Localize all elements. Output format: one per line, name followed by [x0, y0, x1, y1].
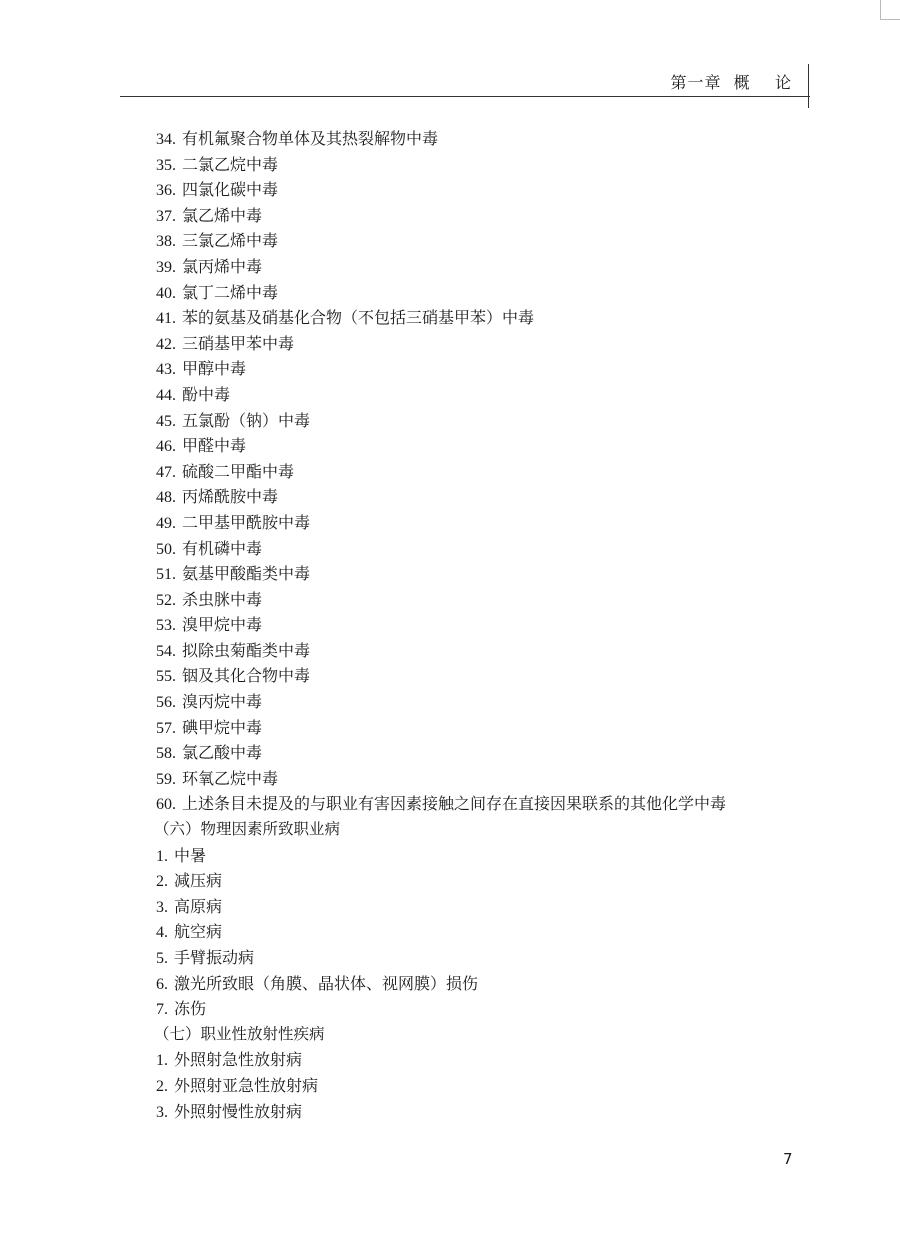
item-number: 40. — [156, 284, 176, 302]
item-text: 二氯乙烷中毒 — [182, 154, 279, 174]
list-item — [156, 945, 816, 971]
item-text: 苯的氨基及硝基化合物（不包括三硝基甲苯）中毒 — [182, 308, 535, 328]
item-text: 高原病 — [174, 896, 223, 916]
list-item — [156, 433, 816, 459]
item-text: 减压病 — [174, 871, 223, 891]
section-heading-physical: （六）物理因素所致职业病 — [154, 820, 341, 839]
list-item — [156, 177, 816, 203]
list-item — [156, 868, 816, 894]
list-item — [156, 894, 816, 920]
list-item — [156, 1047, 816, 1073]
list-item — [156, 996, 816, 1022]
item-number: 41. — [156, 310, 176, 328]
item-text: 氯乙酸中毒 — [182, 743, 263, 763]
list-item — [156, 689, 816, 715]
list-item — [156, 791, 816, 817]
list-item — [156, 663, 816, 689]
list-item — [156, 1099, 816, 1125]
item-number: 46. — [156, 438, 176, 456]
item-text: 氨基甲酸酯类中毒 — [182, 564, 311, 584]
item-text: 铟及其化合物中毒 — [182, 666, 311, 686]
list-item — [156, 254, 816, 280]
item-number: 36. — [156, 182, 176, 200]
page-body — [156, 126, 816, 1124]
item-text: 碘甲烷中毒 — [182, 717, 263, 737]
item-text: 丙烯酰胺中毒 — [182, 487, 279, 507]
item-number: 4. — [156, 924, 168, 942]
item-text: 三硝基甲苯中毒 — [182, 333, 295, 353]
item-text: 杀虫脒中毒 — [182, 589, 263, 609]
item-number: 56. — [156, 694, 176, 712]
item-number: 5. — [156, 950, 168, 967]
page-number: 7 — [783, 1150, 793, 1168]
item-number: 2. — [156, 1077, 168, 1095]
header-vertical-rule — [808, 64, 809, 108]
item-number: 45. — [156, 412, 176, 430]
list-item — [156, 1073, 816, 1099]
list-item — [156, 715, 816, 741]
list-item — [156, 740, 816, 766]
list-item — [156, 408, 816, 434]
item-number: 48. — [156, 489, 176, 507]
running-header-title: 第一章 概 论 — [670, 73, 792, 92]
item-text: 四氯化碳中毒 — [182, 180, 279, 200]
item-number: 6. — [156, 975, 168, 993]
list-item — [156, 126, 816, 152]
item-text: 外照射急性放射病 — [174, 1050, 303, 1070]
item-number: 54. — [156, 642, 176, 660]
item-number: 47. — [156, 463, 176, 481]
item-text: 氯丁二烯中毒 — [182, 282, 279, 302]
item-text: 二甲基甲酰胺中毒 — [182, 512, 311, 532]
list-item — [156, 561, 816, 587]
item-text: 酚中毒 — [182, 384, 231, 404]
item-text: 氯丙烯中毒 — [182, 256, 263, 276]
item-number: 34. — [156, 131, 176, 148]
item-number: 3. — [156, 1103, 168, 1121]
item-text: 五氯酚（钠）中毒 — [182, 410, 311, 430]
item-number: 43. — [156, 361, 176, 379]
item-number: 49. — [156, 514, 176, 532]
item-number: 3. — [156, 898, 168, 916]
disease-list-chemical — [156, 126, 816, 817]
list-item — [156, 484, 816, 510]
header-rule — [120, 96, 810, 97]
list-item — [156, 331, 816, 357]
item-text: 溴丙烷中毒 — [182, 692, 263, 712]
item-number: 52. — [156, 591, 176, 609]
item-number: 60. — [156, 796, 176, 814]
list-item — [156, 382, 816, 408]
item-text: 上述条目未提及的与职业有害因素接触之间存在直接因果联系的其他化学中毒 — [182, 794, 727, 814]
list-item — [156, 843, 816, 869]
item-number: 59. — [156, 770, 176, 788]
item-text: 中暑 — [174, 845, 207, 865]
item-number: 2. — [156, 873, 168, 891]
item-number: 50. — [156, 540, 176, 558]
list-item — [156, 459, 816, 485]
disease-list-physical — [156, 843, 816, 1022]
item-text: 冻伤 — [174, 999, 207, 1019]
item-number: 57. — [156, 719, 176, 737]
list-item — [156, 356, 816, 382]
item-number: 35. — [156, 156, 176, 174]
item-text: 激光所致眼（角膜、晶状体、视网膜）损伤 — [174, 973, 479, 993]
item-number: 51. — [156, 566, 176, 584]
item-text: 拟除虫菊酯类中毒 — [182, 640, 311, 660]
item-number: 55. — [156, 668, 176, 686]
item-number: 58. — [156, 745, 176, 763]
list-item — [156, 203, 816, 229]
list-item — [156, 971, 816, 997]
item-text: 氯乙烯中毒 — [182, 205, 263, 225]
item-number: 44. — [156, 386, 176, 404]
list-item — [156, 638, 816, 664]
list-item — [156, 587, 816, 613]
item-text: 航空病 — [174, 922, 223, 942]
item-number: 7. — [156, 1001, 168, 1019]
list-item — [156, 228, 816, 254]
list-item — [156, 280, 816, 306]
disease-list-radiation — [156, 1047, 816, 1124]
item-number: 1. — [156, 847, 168, 865]
item-text: 环氧乙烷中毒 — [182, 768, 279, 788]
item-number: 37. — [156, 207, 176, 225]
item-text: 三氯乙烯中毒 — [182, 231, 279, 251]
list-item — [156, 766, 816, 792]
list-item — [156, 305, 816, 331]
list-item — [156, 152, 816, 178]
list-item — [156, 510, 816, 536]
list-item — [156, 612, 816, 638]
item-text: 溴甲烷中毒 — [182, 615, 263, 635]
item-text: 硫酸二甲酯中毒 — [182, 461, 295, 481]
item-number: 53. — [156, 617, 176, 635]
item-text: 甲醇中毒 — [182, 359, 247, 379]
item-text: 外照射慢性放射病 — [174, 1101, 303, 1121]
item-text: 甲醛中毒 — [182, 436, 247, 456]
item-number: 39. — [156, 258, 176, 276]
list-item — [156, 536, 816, 562]
item-number: 38. — [156, 233, 176, 251]
item-number: 1. — [156, 1052, 168, 1070]
crop-mark — [880, 0, 900, 20]
item-text: 有机氟聚合物单体及其热裂解物中毒 — [182, 129, 439, 148]
item-text: 有机磷中毒 — [182, 538, 263, 558]
item-text: 手臂振动病 — [174, 948, 255, 967]
list-item — [156, 919, 816, 945]
section-heading-radiation: （七）职业性放射性疾病 — [154, 1024, 325, 1043]
item-number: 42. — [156, 335, 176, 353]
item-text: 外照射亚急性放射病 — [174, 1075, 319, 1095]
